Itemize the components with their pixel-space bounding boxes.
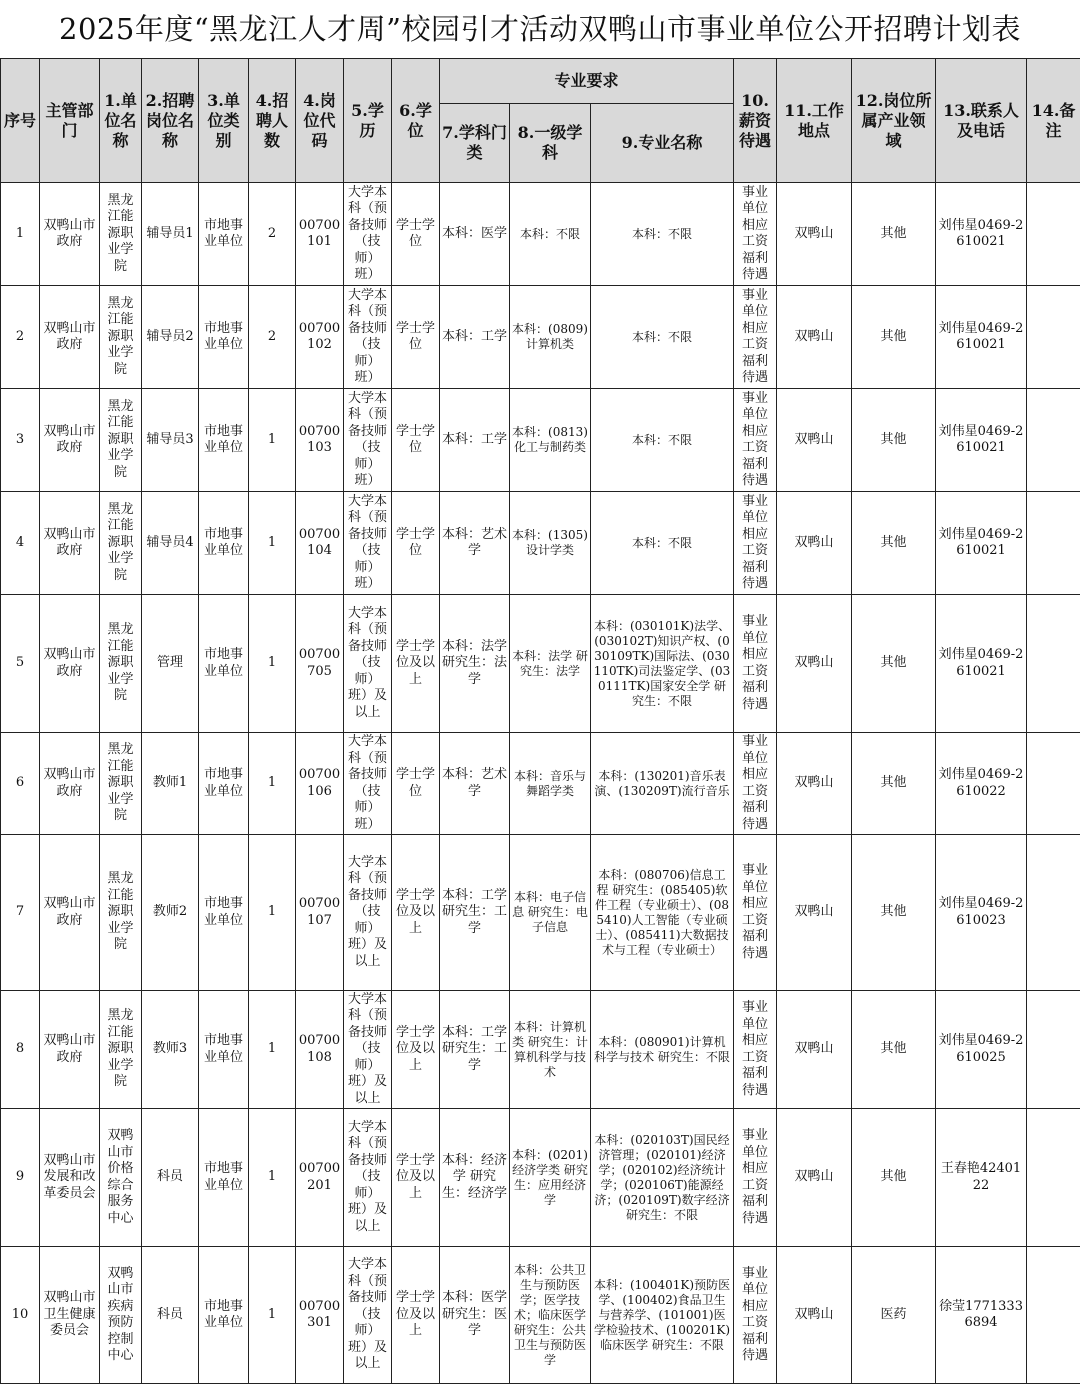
cell-salary: 事业单位相应工资福利待遇 bbox=[734, 183, 777, 286]
cell-code: 00700102 bbox=[296, 286, 344, 389]
header-discipline: 7.学科门类 bbox=[440, 104, 510, 183]
cell-count: 2 bbox=[249, 286, 296, 389]
cell-degree: 学士学位 bbox=[392, 492, 440, 595]
cell-major: 本科：不限 bbox=[591, 389, 734, 492]
cell-location: 双鸭山 bbox=[777, 492, 852, 595]
cell-degree: 学士学位及以上 bbox=[392, 1109, 440, 1247]
cell-post: 教师2 bbox=[142, 835, 199, 991]
cell-note bbox=[1027, 286, 1080, 389]
cell-salary: 事业单位相应工资福利待遇 bbox=[734, 492, 777, 595]
cell-seq: 3 bbox=[1, 389, 40, 492]
cell-industry: 其他 bbox=[852, 991, 936, 1109]
cell-contact: 刘伟星0469-2610023 bbox=[936, 835, 1027, 991]
cell-edu: 大学本科（预备技师（技师）班） bbox=[344, 492, 392, 595]
cell-code: 00700201 bbox=[296, 1109, 344, 1247]
cell-industry: 医药 bbox=[852, 1247, 936, 1384]
cell-note bbox=[1027, 835, 1080, 991]
cell-level1: 本科：(0201)经济学类 研究生：应用经济学 bbox=[510, 1109, 591, 1247]
header-code: 4.岗位代码 bbox=[296, 59, 344, 183]
cell-degree: 学士学位 bbox=[392, 389, 440, 492]
header-post: 2.招聘岗位名称 bbox=[142, 59, 199, 183]
cell-contact: 徐莹17713336894 bbox=[936, 1247, 1027, 1384]
cell-location: 双鸭山 bbox=[777, 733, 852, 835]
cell-major: 本科：(100401K)预防医学、(100402)食品卫生与营养学、(101001)医学检验技术、(100201K)临床医学 研究生：不限 bbox=[591, 1247, 734, 1384]
cell-industry: 其他 bbox=[852, 286, 936, 389]
cell-edu: 大学本科（预备技师（技师）班） bbox=[344, 286, 392, 389]
cell-level1: 本科：电子信息 研究生：电子信息 bbox=[510, 835, 591, 991]
cell-seq: 5 bbox=[1, 595, 40, 733]
cell-contact: 刘伟星0469-2610025 bbox=[936, 991, 1027, 1109]
cell-location: 双鸭山 bbox=[777, 1247, 852, 1384]
header-degree: 6.学位 bbox=[392, 59, 440, 183]
cell-seq: 9 bbox=[1, 1109, 40, 1247]
table-row bbox=[1, 286, 1080, 389]
cell-salary: 事业单位相应工资福利待遇 bbox=[734, 286, 777, 389]
cell-unit: 黑龙江能源职业学院 bbox=[100, 183, 142, 286]
cell-discipline: 本科：医学 研究生：医学 bbox=[440, 1247, 510, 1384]
cell-unit: 双鸭山市价格综合服务中心 bbox=[100, 1109, 142, 1247]
cell-unit-type: 市地事业单位 bbox=[199, 1109, 249, 1247]
header-count: 4.招聘人数 bbox=[249, 59, 296, 183]
cell-count: 1 bbox=[249, 733, 296, 835]
cell-note bbox=[1027, 991, 1080, 1109]
cell-seq: 6 bbox=[1, 733, 40, 835]
cell-location: 双鸭山 bbox=[777, 835, 852, 991]
header-contact: 13.联系人及电话 bbox=[936, 59, 1027, 183]
cell-major: 本科：(020103T)国民经济管理；(020101)经济学；(020102)经济统计学；(020106T)能源经济；(020109T)数字经济 研究生：不限 bbox=[591, 1109, 734, 1247]
cell-post: 科员 bbox=[142, 1247, 199, 1384]
cell-discipline: 本科：艺术学 bbox=[440, 492, 510, 595]
cell-dept: 双鸭山市发展和改革委员会 bbox=[40, 1109, 100, 1247]
cell-post: 教师3 bbox=[142, 991, 199, 1109]
cell-unit-type: 市地事业单位 bbox=[199, 733, 249, 835]
cell-post: 辅导员2 bbox=[142, 286, 199, 389]
cell-unit: 黑龙江能源职业学院 bbox=[100, 286, 142, 389]
cell-code: 00700107 bbox=[296, 835, 344, 991]
cell-discipline: 本科：经济学 研究生：经济学 bbox=[440, 1109, 510, 1247]
cell-dept: 双鸭山市政府 bbox=[40, 835, 100, 991]
table-row bbox=[1, 1247, 1080, 1384]
cell-dept: 双鸭山市政府 bbox=[40, 492, 100, 595]
cell-note bbox=[1027, 733, 1080, 835]
header-unit: 1.单位名称 bbox=[100, 59, 142, 183]
cell-unit: 黑龙江能源职业学院 bbox=[100, 389, 142, 492]
cell-code: 00700108 bbox=[296, 991, 344, 1109]
cell-salary: 事业单位相应工资福利待遇 bbox=[734, 1247, 777, 1384]
cell-note bbox=[1027, 1109, 1080, 1247]
cell-level1: 本科：音乐与舞蹈学类 bbox=[510, 733, 591, 835]
cell-seq: 8 bbox=[1, 991, 40, 1109]
cell-discipline: 本科：医学 bbox=[440, 183, 510, 286]
header-note: 14.备注 bbox=[1027, 59, 1080, 183]
cell-degree: 学士学位及以上 bbox=[392, 991, 440, 1109]
cell-post: 辅导员3 bbox=[142, 389, 199, 492]
cell-code: 00700103 bbox=[296, 389, 344, 492]
cell-unit-type: 市地事业单位 bbox=[199, 492, 249, 595]
cell-contact: 刘伟星0469-2610021 bbox=[936, 286, 1027, 389]
header-location: 11.工作地点 bbox=[777, 59, 852, 183]
table-row bbox=[1, 835, 1080, 991]
cell-salary: 事业单位相应工资福利待遇 bbox=[734, 991, 777, 1109]
cell-industry: 其他 bbox=[852, 1109, 936, 1247]
cell-dept: 双鸭山市政府 bbox=[40, 286, 100, 389]
cell-edu: 大学本科（预备技师（技师）班）及以上 bbox=[344, 1109, 392, 1247]
header-salary: 10.薪资待遇 bbox=[734, 59, 777, 183]
cell-code: 00700705 bbox=[296, 595, 344, 733]
cell-seq: 1 bbox=[1, 183, 40, 286]
cell-unit: 黑龙江能源职业学院 bbox=[100, 991, 142, 1109]
cell-degree: 学士学位 bbox=[392, 183, 440, 286]
cell-discipline: 本科：艺术学 bbox=[440, 733, 510, 835]
cell-discipline: 本科：工学 研究生：工学 bbox=[440, 991, 510, 1109]
table-row bbox=[1, 1109, 1080, 1247]
cell-post: 辅导员1 bbox=[142, 183, 199, 286]
cell-count: 2 bbox=[249, 183, 296, 286]
cell-industry: 其他 bbox=[852, 595, 936, 733]
header-industry: 12.岗位所属产业领域 bbox=[852, 59, 936, 183]
cell-unit: 黑龙江能源职业学院 bbox=[100, 595, 142, 733]
header-major-group: 专业要求 bbox=[440, 59, 734, 104]
cell-count: 1 bbox=[249, 595, 296, 733]
cell-dept: 双鸭山市政府 bbox=[40, 389, 100, 492]
cell-count: 1 bbox=[249, 1247, 296, 1384]
table-row bbox=[1, 389, 1080, 492]
cell-note bbox=[1027, 1247, 1080, 1384]
cell-salary: 事业单位相应工资福利待遇 bbox=[734, 595, 777, 733]
header-level1: 8.一级学科 bbox=[510, 104, 591, 183]
cell-discipline: 本科：法学 研究生：法学 bbox=[440, 595, 510, 733]
cell-dept: 双鸭山市政府 bbox=[40, 595, 100, 733]
cell-note bbox=[1027, 492, 1080, 595]
cell-unit-type: 市地事业单位 bbox=[199, 991, 249, 1109]
cell-major: 本科：不限 bbox=[591, 492, 734, 595]
cell-level1: 本科：法学 研究生：法学 bbox=[510, 595, 591, 733]
cell-location: 双鸭山 bbox=[777, 595, 852, 733]
cell-edu: 大学本科（预备技师（技师）班） bbox=[344, 389, 392, 492]
header-major: 9.专业名称 bbox=[591, 104, 734, 183]
cell-industry: 其他 bbox=[852, 389, 936, 492]
cell-post: 辅导员4 bbox=[142, 492, 199, 595]
cell-level1: 本科：(0813)化工与制药类 bbox=[510, 389, 591, 492]
cell-major: 本科：(130201)音乐表演、(130209T)流行音乐 bbox=[591, 733, 734, 835]
cell-level1: 本科：计算机类 研究生：计算机科学与技术 bbox=[510, 991, 591, 1109]
cell-seq: 4 bbox=[1, 492, 40, 595]
cell-level1: 本科：(0809)计算机类 bbox=[510, 286, 591, 389]
cell-major: 本科：(080901)计算机科学与技术 研究生：不限 bbox=[591, 991, 734, 1109]
cell-industry: 其他 bbox=[852, 733, 936, 835]
cell-count: 1 bbox=[249, 492, 296, 595]
cell-location: 双鸭山 bbox=[777, 286, 852, 389]
table-row bbox=[1, 595, 1080, 733]
cell-degree: 学士学位及以上 bbox=[392, 1247, 440, 1384]
cell-major: 本科：(080706)信息工程 研究生：(085405)软件工程（专业硕士）、(085410)人工智能（专业硕士）、(085411)大数据技术与工程（专业硕士） bbox=[591, 835, 734, 991]
cell-count: 1 bbox=[249, 389, 296, 492]
cell-contact: 刘伟星0469-2610022 bbox=[936, 733, 1027, 835]
table-row bbox=[1, 492, 1080, 595]
cell-note bbox=[1027, 389, 1080, 492]
cell-discipline: 本科：工学 bbox=[440, 389, 510, 492]
cell-edu: 大学本科（预备技师（技师）班）及以上 bbox=[344, 835, 392, 991]
cell-unit-type: 市地事业单位 bbox=[199, 286, 249, 389]
cell-dept: 双鸭山市卫生健康委员会 bbox=[40, 1247, 100, 1384]
cell-salary: 事业单位相应工资福利待遇 bbox=[734, 733, 777, 835]
cell-degree: 学士学位及以上 bbox=[392, 595, 440, 733]
cell-edu: 大学本科（预备技师（技师）班）及以上 bbox=[344, 1247, 392, 1384]
cell-unit: 黑龙江能源职业学院 bbox=[100, 733, 142, 835]
cell-count: 1 bbox=[249, 991, 296, 1109]
cell-discipline: 本科：工学 bbox=[440, 286, 510, 389]
cell-major: 本科：不限 bbox=[591, 286, 734, 389]
cell-post: 科员 bbox=[142, 1109, 199, 1247]
cell-unit-type: 市地事业单位 bbox=[199, 389, 249, 492]
cell-unit-type: 市地事业单位 bbox=[199, 835, 249, 991]
cell-location: 双鸭山 bbox=[777, 389, 852, 492]
cell-dept: 双鸭山市政府 bbox=[40, 733, 100, 835]
cell-code: 00700104 bbox=[296, 492, 344, 595]
header-dept: 主管部门 bbox=[40, 59, 100, 183]
cell-contact: 刘伟星0469-2610021 bbox=[936, 389, 1027, 492]
cell-count: 1 bbox=[249, 1109, 296, 1247]
cell-unit: 黑龙江能源职业学院 bbox=[100, 835, 142, 991]
cell-degree: 学士学位 bbox=[392, 733, 440, 835]
cell-location: 双鸭山 bbox=[777, 991, 852, 1109]
cell-seq: 10 bbox=[1, 1247, 40, 1384]
cell-note bbox=[1027, 595, 1080, 733]
cell-level1: 本科：(1305)设计学类 bbox=[510, 492, 591, 595]
cell-edu: 大学本科（预备技师（技师）班） bbox=[344, 733, 392, 835]
cell-edu: 大学本科（预备技师（技师）班）及以上 bbox=[344, 991, 392, 1109]
cell-seq: 7 bbox=[1, 835, 40, 991]
header-unit-type: 3.单位类别 bbox=[199, 59, 249, 183]
header-seq: 序号 bbox=[1, 59, 40, 183]
recruitment-table bbox=[0, 58, 1080, 1384]
cell-industry: 其他 bbox=[852, 492, 936, 595]
cell-unit-type: 市地事业单位 bbox=[199, 1247, 249, 1384]
table-row bbox=[1, 733, 1080, 835]
cell-contact: 刘伟星0469-2610021 bbox=[936, 595, 1027, 733]
cell-salary: 事业单位相应工资福利待遇 bbox=[734, 835, 777, 991]
cell-seq: 2 bbox=[1, 286, 40, 389]
cell-post: 管理 bbox=[142, 595, 199, 733]
cell-dept: 双鸭山市政府 bbox=[40, 991, 100, 1109]
cell-code: 00700301 bbox=[296, 1247, 344, 1384]
cell-degree: 学士学位 bbox=[392, 286, 440, 389]
cell-code: 00700106 bbox=[296, 733, 344, 835]
table-row bbox=[1, 991, 1080, 1109]
cell-major: 本科：(030101K)法学、(030102T)知识产权、(030109TK)国际法、(030110TK)司法鉴定学、(030111TK)国家安全学 研究生：不限 bbox=[591, 595, 734, 733]
cell-discipline: 本科：工学 研究生：工学 bbox=[440, 835, 510, 991]
cell-unit: 双鸭山市疾病预防控制中心 bbox=[100, 1247, 142, 1384]
cell-note bbox=[1027, 183, 1080, 286]
cell-location: 双鸭山 bbox=[777, 1109, 852, 1247]
cell-unit-type: 市地事业单位 bbox=[199, 595, 249, 733]
cell-edu: 大学本科（预备技师（技师）班） bbox=[344, 183, 392, 286]
cell-major: 本科：不限 bbox=[591, 183, 734, 286]
cell-salary: 事业单位相应工资福利待遇 bbox=[734, 389, 777, 492]
cell-edu: 大学本科（预备技师（技师）班）及以上 bbox=[344, 595, 392, 733]
cell-unit-type: 市地事业单位 bbox=[199, 183, 249, 286]
cell-contact: 刘伟星0469-2610021 bbox=[936, 183, 1027, 286]
page-title: 2025年度“黑龙江人才周”校园引才活动双鸭山市事业单位公开招聘计划表 bbox=[0, 0, 1080, 58]
cell-code: 00700101 bbox=[296, 183, 344, 286]
cell-dept: 双鸭山市政府 bbox=[40, 183, 100, 286]
table-body bbox=[1, 183, 1080, 1384]
cell-level1: 本科：不限 bbox=[510, 183, 591, 286]
table-row bbox=[1, 183, 1080, 286]
cell-salary: 事业单位相应工资福利待遇 bbox=[734, 1109, 777, 1247]
cell-unit: 黑龙江能源职业学院 bbox=[100, 492, 142, 595]
cell-industry: 其他 bbox=[852, 183, 936, 286]
cell-contact: 王春艳4240122 bbox=[936, 1109, 1027, 1247]
cell-contact: 刘伟星0469-2610021 bbox=[936, 492, 1027, 595]
cell-degree: 学士学位及以上 bbox=[392, 835, 440, 991]
cell-industry: 其他 bbox=[852, 835, 936, 991]
cell-count: 1 bbox=[249, 835, 296, 991]
header-edu: 5.学历 bbox=[344, 59, 392, 183]
cell-level1: 本科：公共卫生与预防医学；医学技术；临床医学 研究生：公共卫生与预防医学 bbox=[510, 1247, 591, 1384]
cell-location: 双鸭山 bbox=[777, 183, 852, 286]
cell-post: 教师1 bbox=[142, 733, 199, 835]
